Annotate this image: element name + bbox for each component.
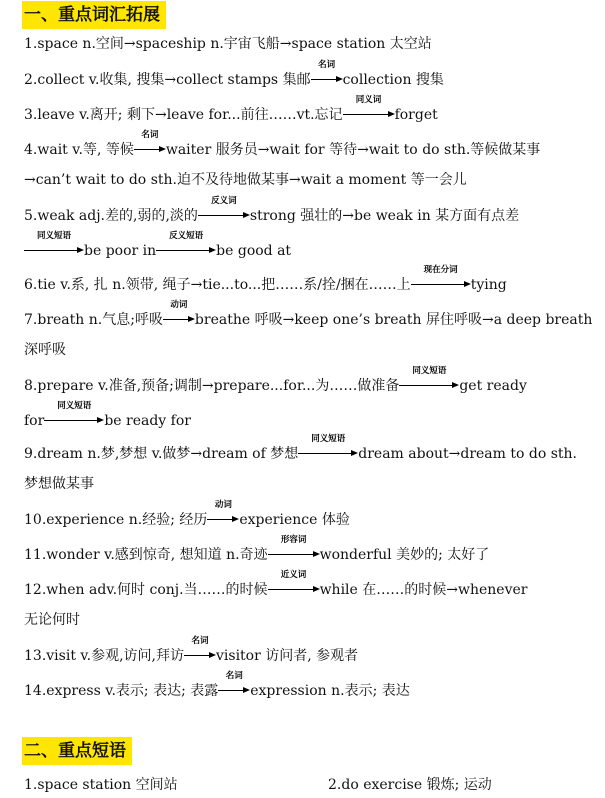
arrow-label: 名词	[191, 636, 209, 646]
arrow-icon	[399, 366, 459, 390]
section-heading-vocabulary: 一、重点词汇拓展	[22, 1, 166, 29]
vocab-text: 7.breath n.气息;呼吸	[24, 312, 163, 328]
vocab-text: tying	[470, 277, 507, 293]
vocab-text: forget	[394, 107, 438, 123]
arrow-icon	[44, 401, 104, 425]
vocab-text: 3.leave v.离开; 剩下→leave for...前往……vt.忘记	[24, 107, 343, 123]
arrow-label: 反义短语	[169, 231, 204, 241]
vocab-text: 深呼吸	[24, 342, 66, 358]
vocab-text: be ready for	[104, 413, 191, 429]
vocab-text: 5.weak adj.差的,弱的,淡的	[24, 208, 198, 224]
vocab-item-3	[24, 95, 584, 124]
vocab-item-12	[24, 570, 584, 599]
arrow-label: 同义短语	[412, 366, 447, 376]
vocab-text: experience 体验	[239, 512, 350, 528]
arrow-icon	[268, 535, 320, 559]
vocab-text: expression n.表示; 表达	[250, 683, 410, 699]
vocab-text: →can’t wait to do sth.迫不及待地做某事→wait a moment 等一会儿	[24, 172, 467, 188]
vocab-text: 4.wait v.等, 等候	[24, 142, 134, 158]
vocab-text: 2.collect v.收集, 搜集→collect stamps 集邮	[24, 72, 311, 88]
vocab-text: 13.visit v.参观,访问,拜访	[24, 648, 184, 664]
vocab-text: 无论何时	[24, 612, 80, 628]
vocab-text: while 在……的时候→whenever	[319, 582, 528, 598]
vocab-item-8-cont	[24, 401, 584, 430]
arrow-label: 近义词	[280, 570, 307, 580]
vocab-item-5	[24, 196, 584, 225]
vocab-text: wonderful 美妙的; 太好了	[319, 547, 490, 563]
vocab-item-12-cont	[24, 611, 584, 629]
vocab-text: strong 强壮的→be weak in 某方面有点差	[249, 208, 520, 224]
vocab-text: 10.experience n.经验; 经历	[24, 512, 208, 528]
vocab-text: be good at	[216, 243, 292, 259]
vocab-text: 14.express v.表示; 表达; 表露	[24, 683, 219, 699]
phrase-item: 2.do exercise 锻炼; 运动	[328, 777, 492, 793]
arrow-label: 现在分词	[423, 265, 458, 275]
vocab-item-4	[24, 130, 584, 159]
arrow-icon	[218, 671, 250, 695]
arrow-icon	[156, 231, 216, 255]
arrow-icon	[207, 500, 239, 524]
phrase-item: 1.space station 空间站	[24, 777, 178, 793]
arrow-icon	[184, 636, 216, 660]
arrow-icon	[298, 434, 358, 458]
arrow-label: 形容词	[280, 535, 307, 545]
vocab-item-5-cont	[24, 231, 584, 260]
arrow-icon	[134, 130, 166, 154]
arrow-label: 同义短语	[57, 401, 92, 411]
arrow-icon	[24, 231, 84, 255]
vocab-item-7-cont	[24, 341, 584, 359]
vocab-text: 11.wonder v.感到惊奇, 想知道 n.奇迹	[24, 547, 268, 563]
vocab-text: 8.prepare v.准备,预备;调制→prepare...for...为……做准备	[24, 378, 400, 394]
arrow-label: 名词	[225, 671, 243, 681]
vocab-item-1	[24, 35, 584, 53]
vocab-text: get ready	[459, 378, 527, 394]
arrow-icon	[198, 196, 250, 220]
vocab-text: 梦想做某事	[24, 476, 94, 492]
vocab-item-9-cont	[24, 475, 584, 493]
arrow-label: 动词	[214, 500, 232, 510]
arrow-label: 同义短语	[36, 231, 71, 241]
vocab-text: visitor 访问者, 参观者	[216, 648, 359, 664]
arrow-label: 同义词	[355, 95, 382, 105]
vocab-item-2	[24, 60, 584, 89]
vocab-text: dream about→dream to do sth.	[358, 446, 578, 462]
vocab-text: collection 搜集	[342, 72, 444, 88]
vocab-text: 9.dream n.梦,梦想 v.做梦→dream of 梦想	[24, 446, 299, 462]
vocab-item-6	[24, 265, 584, 294]
arrow-icon	[163, 300, 195, 324]
vocab-item-7	[24, 300, 593, 329]
phrase-row-1	[24, 776, 584, 794]
vocab-text: breathe 呼吸→keep one’s breath 屏住呼吸→a deep breath	[194, 312, 593, 328]
vocab-item-14	[24, 671, 584, 700]
vocab-text: be poor in	[84, 243, 157, 259]
arrow-icon	[343, 95, 395, 119]
vocab-item-11	[24, 535, 584, 564]
arrow-label: 名词	[318, 60, 336, 70]
arrow-label: 名词	[141, 130, 159, 140]
vocab-item-4-cont	[24, 171, 584, 189]
arrow-icon	[311, 60, 343, 84]
vocab-item-10	[24, 500, 584, 529]
section-heading-phrases: 二、重点短语	[22, 737, 132, 765]
vocab-text: waiter 服务员→wait for 等待→wait to do sth.等候做某事	[165, 142, 541, 158]
vocab-item-13	[24, 636, 584, 665]
arrow-icon	[268, 570, 320, 594]
vocab-item-8	[24, 366, 584, 395]
vocab-text: 12.when adv.何时 conj.当……的时候	[24, 582, 268, 598]
vocab-item-9	[24, 434, 584, 463]
arrow-label: 动词	[170, 300, 188, 310]
arrow-label: 同义短语	[311, 434, 346, 444]
vocab-text: 6.tie v.系, 扎 n.领带, 绳子→tie...to...把……系/拴/捆在……上	[24, 277, 411, 293]
vocab-text: for	[24, 413, 45, 429]
vocab-text: 1.space n.空间→spaceship n.宇宙飞船→space station 太空站	[24, 36, 432, 52]
arrow-label: 反义词	[211, 196, 237, 206]
arrow-icon	[411, 265, 471, 289]
